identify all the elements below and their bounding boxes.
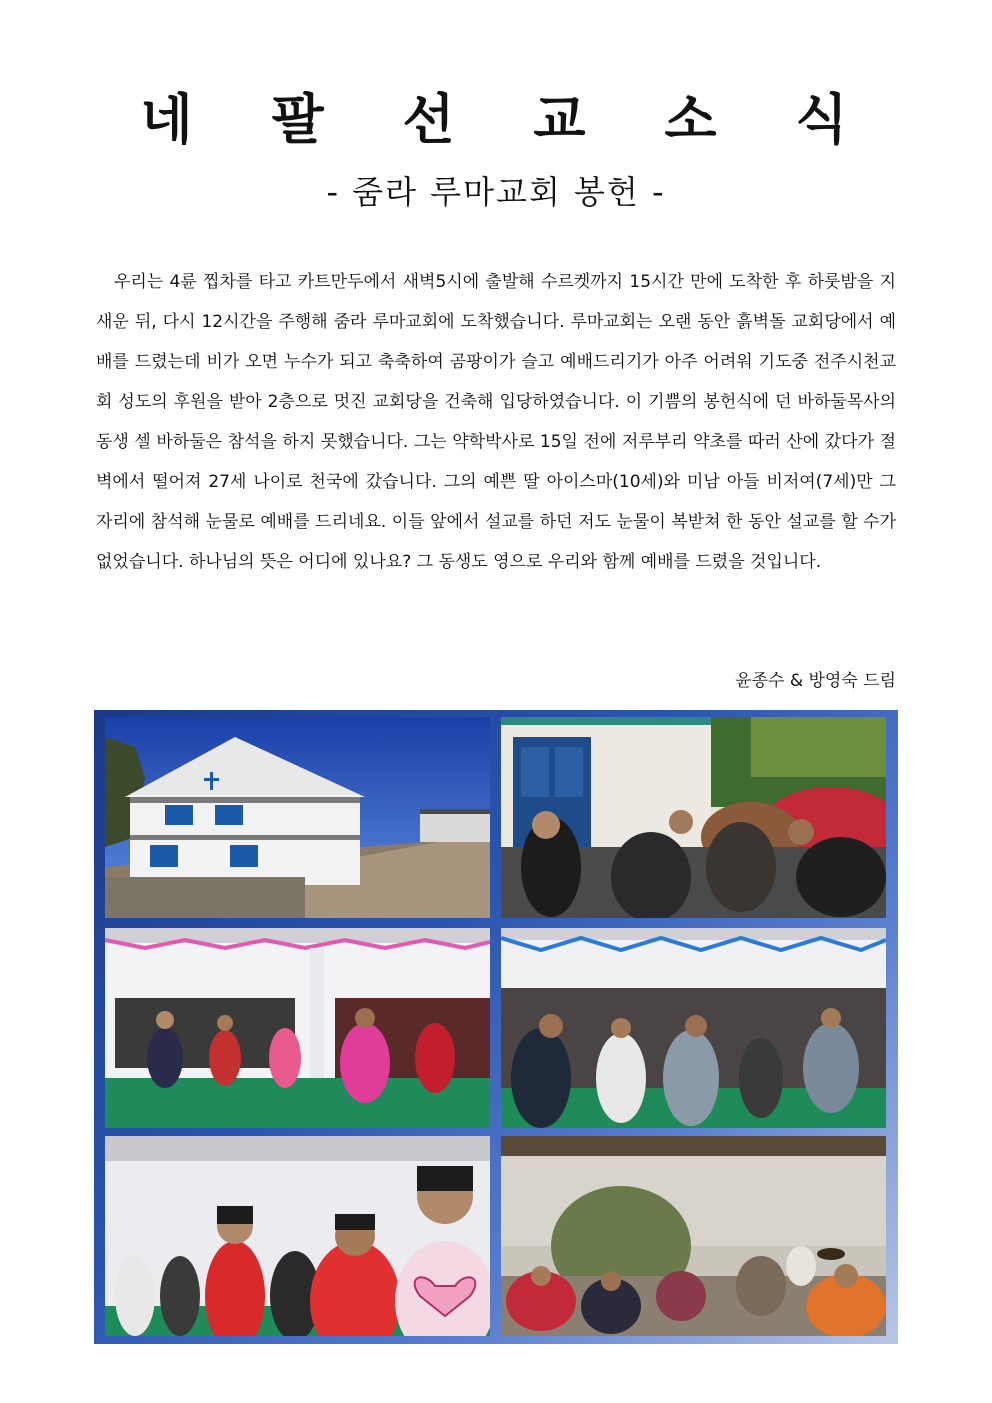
article-body: 우리는 4륜 찝차를 타고 카트만두에서 새벽5시에 출발해 수르켓까지 15시간 만에 도착한 후 하룻밤을 지새운 뒤, 다시 12시간을 주행해 줌라 루마교회에 도착했습니다. 루마교회는 오랜 동안 흙벽돌 교회당에서 예배를 드렸는데 비가 오면 누수가 되고 축축하여 곰팡이가 슬고 예배드리기가 아주 어려워 기도중 전주시천교회 성도의 후원을 받아 2층으로 멋진 교회당을 건축해 입당하였습니다. 이 기쁨의 봉헌식에 던 바하둘목사의 동생 셀 바하둘은 참석을 하지 못했습니다. 그는 약학박사로 15일 전에 저루부리 약초를 따러 산에 갔다가 절벽에서 떨어져 27세 나이로 천국에 갔습니다. 그의 예쁜 딸 아이스마(10세)와 미남 아들 비저여(7세)만 그 자리에 참석해 눈물로 예배를 드리네요. 이들 앞에서 설교를 하던 저도 눈물이 복받쳐 한 동안 설교를 할 수가 없었습니다. 하나님의 뜻은 어디에 있나요? 그 동생도 영으로 우리와 함께 예배를 드렸을 것입니다. [96,272,896,572]
church-door-crowd-photo [501,717,886,918]
photo-collage [94,710,898,1344]
worship-hall-photo-left [105,928,490,1128]
worship-hall-photo-right [501,928,886,1128]
signature: 윤종수 & 방영숙 드림 [735,671,896,691]
children-singing-photo [105,1136,490,1336]
fellowship-meal-photo [501,1136,886,1336]
page-title: 네 팔 선 교 소 식 [140,88,878,151]
church-building-photo [105,717,490,918]
page-subtitle: - 줌라 루마교회 봉헌 - [326,173,666,211]
